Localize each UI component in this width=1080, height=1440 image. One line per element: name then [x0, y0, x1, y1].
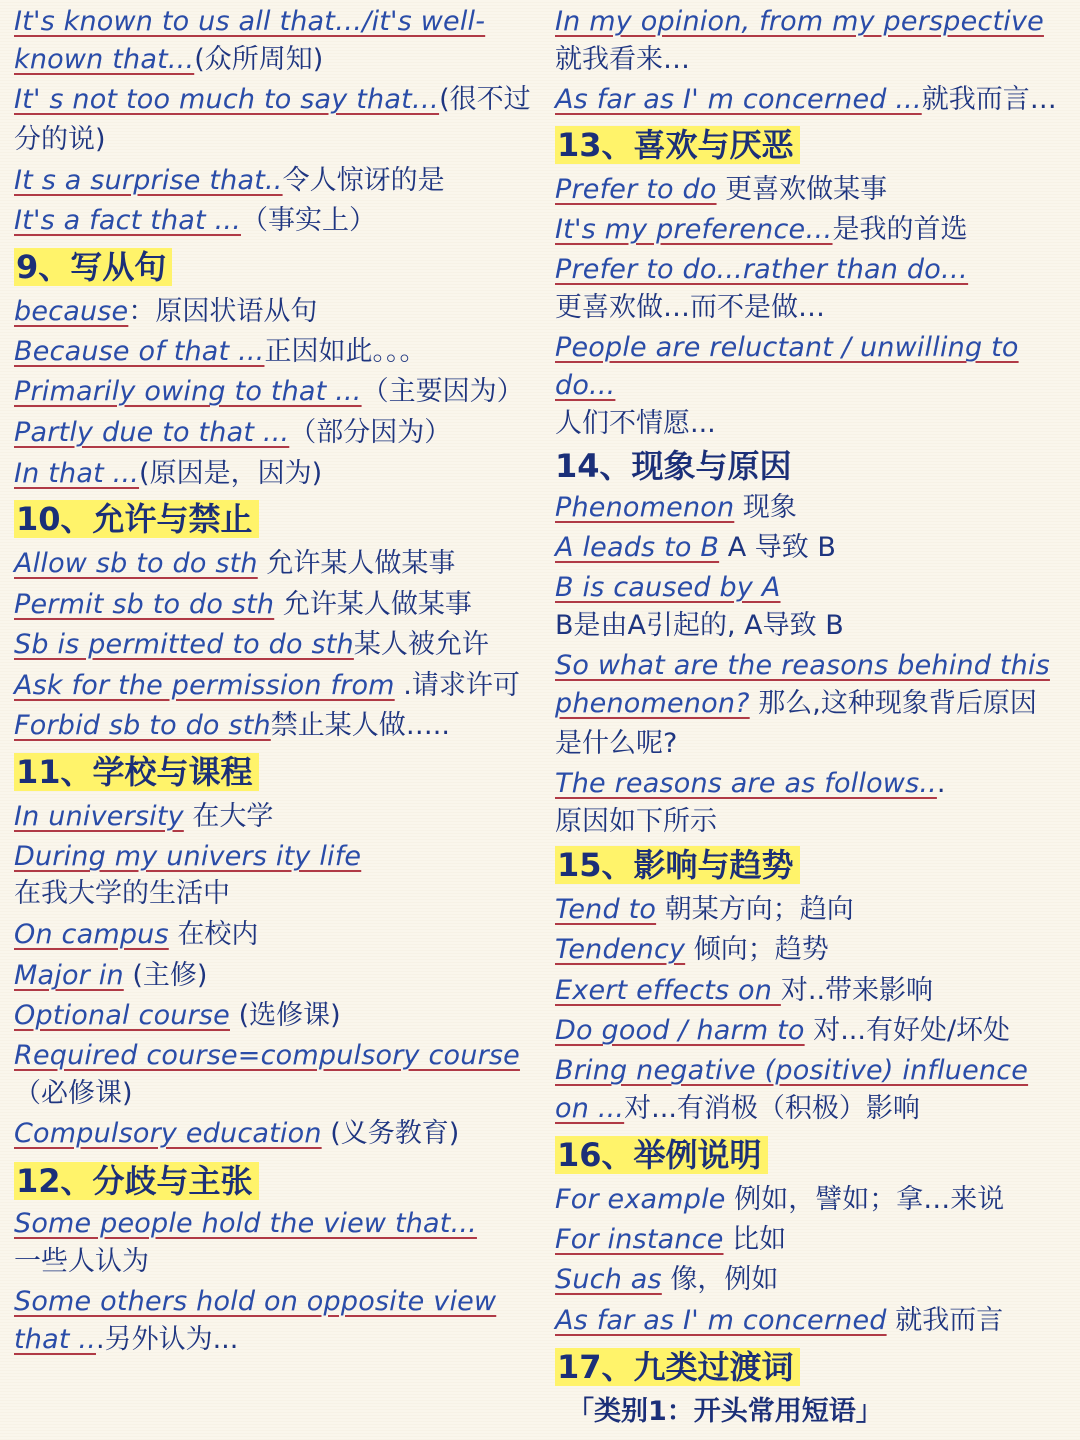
- section-heading: [555, 844, 800, 886]
- chinese-gloss: 比如: [723, 1224, 787, 1255]
- phrase-line: [14, 1244, 149, 1282]
- english-phrase: It' s not too much to say that…: [14, 84, 440, 115]
- phrase-line: [14, 1038, 520, 1076]
- chinese-gloss: 原因如下所示: [555, 806, 717, 837]
- category-label: 「类别1：开头常用短语」: [567, 1396, 883, 1427]
- phrase-line: [555, 368, 615, 406]
- chinese-gloss: 倾向；趋势: [685, 934, 829, 965]
- english-phrase: B is caused by A: [555, 572, 781, 603]
- english-phrase: Some people hold the view that...: [14, 1208, 477, 1239]
- phrase-line: [555, 1262, 778, 1300]
- phrase-line: [555, 1182, 1004, 1220]
- english-phrase: Phenomenon: [555, 492, 735, 523]
- phrase-line: [555, 330, 1019, 368]
- phrase-line: [14, 1076, 133, 1114]
- english-phrase: In that ...: [14, 458, 140, 489]
- english-phrase: Bring negative (positive) influence: [555, 1055, 1029, 1086]
- phrase-line: [14, 839, 361, 877]
- phrase-line: [555, 932, 829, 970]
- chinese-gloss: 正因如此。。。: [264, 336, 427, 367]
- phrase-line: [14, 958, 207, 996]
- phrase-line: [14, 708, 450, 746]
- english-phrase: Required course=compulsory course: [14, 1040, 520, 1071]
- phrase-line: [555, 172, 887, 210]
- english-phrase: Major in: [14, 960, 124, 991]
- phrase-line: [555, 530, 836, 568]
- phrase-line: [555, 290, 825, 328]
- phrase-line: [14, 415, 451, 453]
- chinese-gloss: 例如，譬如；拿…来说: [725, 1184, 1005, 1215]
- chinese-gloss: (原因是，因为): [139, 458, 323, 489]
- english-phrase: Permit sb to do sth: [14, 589, 275, 620]
- english-phrase: phenomenon?: [555, 688, 750, 719]
- phrase-line: [555, 42, 690, 80]
- english-phrase: During my univers ity life: [14, 841, 362, 872]
- phrase-line: [555, 1053, 1028, 1091]
- chinese-gloss: ：原因状语从句: [128, 296, 318, 327]
- section-heading: [555, 445, 792, 487]
- chinese-gloss: 更喜欢做…而不是做…: [555, 292, 825, 323]
- english-phrase: In university: [14, 801, 184, 832]
- chinese-gloss: 像，例如: [661, 1264, 779, 1295]
- chinese-gloss: 就我而言…: [921, 84, 1057, 115]
- chinese-gloss: 更喜欢做某事: [716, 174, 888, 205]
- phrase-line: [555, 490, 797, 528]
- heading-highlight: 16、举例说明: [555, 1136, 768, 1174]
- phrase-line: [14, 1116, 459, 1154]
- phrase-line: [555, 648, 1050, 686]
- english-phrase: Ask for the permission from: [14, 670, 395, 701]
- chinese-gloss: (选修课): [230, 1000, 341, 1031]
- chinese-gloss: 是什么呢?: [555, 728, 678, 759]
- phrase-line: [14, 4, 485, 42]
- phrase-line: [555, 726, 677, 764]
- phrase-line: [14, 334, 426, 372]
- chinese-gloss: 就我看来…: [555, 44, 690, 75]
- chinese-gloss: (众所周知): [194, 44, 324, 75]
- chinese-gloss: 现象: [734, 492, 797, 523]
- english-phrase: on ...: [555, 1093, 625, 1124]
- chinese-gloss: 一些人认为: [14, 1246, 149, 1277]
- english-phrase: As far as I' m concerned ...: [555, 84, 922, 115]
- english-phrase: A leads to B: [555, 532, 720, 563]
- english-phrase: For example: [555, 1184, 726, 1215]
- chinese-gloss: 对...有消极（积极）影响: [624, 1093, 920, 1124]
- phrase-line: [14, 668, 520, 706]
- section-heading: [14, 498, 259, 540]
- chinese-gloss: 分的说): [14, 124, 106, 155]
- english-phrase: Compulsory education: [14, 1118, 322, 1149]
- chinese-gloss: （事实上）: [240, 205, 376, 236]
- english-phrase: that ..: [14, 1324, 96, 1355]
- phrase-line: [555, 212, 968, 250]
- english-phrase: It s a surprise that..: [14, 165, 283, 196]
- section-heading: [555, 1346, 800, 1388]
- english-phrase: Sb is permitted to do sth: [14, 629, 354, 660]
- chinese-gloss: （主要因为）: [361, 376, 524, 407]
- chinese-gloss: A 导致 B: [719, 532, 836, 563]
- english-phrase: As far as I' m concerned: [555, 1305, 887, 1336]
- english-phrase: Exert effects on: [555, 975, 781, 1006]
- phrase-line: [555, 766, 946, 804]
- phrase-line: [14, 374, 524, 412]
- chinese-gloss: 就我而言: [886, 1305, 1004, 1336]
- english-phrase: Do good / harm to: [555, 1015, 805, 1046]
- phrase-line: [555, 1222, 786, 1260]
- heading-highlight: 9、写从句: [14, 248, 172, 286]
- phrase-line: [14, 203, 376, 241]
- heading-highlight: 17、九类过渡词: [555, 1348, 800, 1386]
- english-phrase: People are reluctant / unwilling to: [555, 332, 1019, 363]
- english-phrase: Primarily owing to that ...: [14, 376, 362, 407]
- english-phrase: Because of that ...: [14, 336, 265, 367]
- english-phrase: The reasons are as follows..: [555, 768, 937, 799]
- phrase-line: [555, 804, 717, 842]
- phrase-line: [14, 163, 445, 201]
- chinese-gloss: .另外认为...: [95, 1324, 239, 1355]
- english-phrase: On campus: [14, 919, 169, 950]
- english-phrase: Tend to: [555, 894, 657, 925]
- phrase-line: [14, 627, 489, 665]
- heading-highlight: 12、分歧与主张: [14, 1162, 259, 1200]
- english-phrase: So what are the reasons behind this: [555, 650, 1050, 681]
- english-phrase: Prefer to do...rather than do…: [555, 254, 969, 285]
- heading-highlight: 15、影响与趋势: [555, 846, 800, 884]
- section-heading: [14, 246, 172, 288]
- section-heading: [555, 124, 800, 166]
- chinese-gloss: 令人惊讶的是: [282, 165, 445, 196]
- section-heading: [14, 751, 259, 793]
- chinese-gloss: 某人被允许: [353, 629, 489, 660]
- phrase-line: [14, 456, 322, 494]
- chinese-gloss: .: [936, 768, 946, 799]
- english-phrase: For instance: [555, 1224, 724, 1255]
- chinese-gloss: 禁止某人做…..: [270, 710, 450, 741]
- chinese-gloss: B是由A引起的, A导致 B: [555, 610, 844, 641]
- category-line: [567, 1394, 883, 1432]
- phrase-line: [14, 122, 106, 160]
- heading-text: 14、现象与原因: [555, 447, 792, 485]
- chinese-gloss: .请求许可: [394, 670, 520, 701]
- english-phrase: Some others hold on opposite view: [14, 1286, 497, 1317]
- chinese-gloss: （必修课): [14, 1078, 133, 1109]
- phrase-line: [14, 82, 531, 120]
- phrase-line: [555, 608, 844, 646]
- chinese-gloss: （部分因为）: [289, 417, 452, 448]
- english-phrase: known that...: [14, 44, 195, 75]
- english-phrase: because: [14, 296, 129, 327]
- heading-highlight: 11、学校与课程: [14, 753, 259, 791]
- english-phrase: do...: [555, 370, 616, 401]
- phrase-line: [555, 686, 1037, 724]
- phrase-line: [555, 1303, 1003, 1341]
- english-phrase: Prefer to do: [555, 174, 717, 205]
- phrase-line: [555, 1091, 920, 1129]
- phrase-line: [14, 917, 258, 955]
- chinese-gloss: 允许某人做某事: [257, 548, 456, 579]
- phrase-line: [555, 4, 1044, 42]
- english-phrase: Optional course: [14, 1000, 230, 1031]
- chinese-gloss: 在校内: [168, 919, 259, 950]
- chinese-gloss: 允许某人做某事: [274, 589, 472, 620]
- phrase-line: [14, 587, 472, 625]
- chinese-gloss: 是我的首选: [832, 214, 968, 245]
- english-phrase: It's a fact that ...: [14, 205, 241, 236]
- phrase-line: [14, 1322, 238, 1360]
- chinese-gloss: 在大学: [183, 801, 274, 832]
- english-phrase: Allow sb to do sth: [14, 548, 258, 579]
- english-phrase: It's my preference…: [555, 214, 833, 245]
- phrase-line: [14, 546, 455, 584]
- english-phrase: Forbid sb to do sth: [14, 710, 271, 741]
- section-heading: [14, 1160, 259, 1202]
- phrase-line: [555, 82, 1057, 120]
- phrase-line: [555, 1013, 1010, 1051]
- english-phrase: Partly due to that ...: [14, 417, 290, 448]
- phrase-line: [14, 998, 341, 1036]
- chinese-gloss: 朝某方向；趋向: [656, 894, 854, 925]
- phrase-line: [14, 294, 317, 332]
- phrase-line: [555, 252, 968, 290]
- phrase-line: [555, 570, 781, 608]
- chinese-gloss: 对...有好处/坏处: [804, 1015, 1011, 1046]
- heading-highlight: 13、喜欢与厌恶: [555, 126, 800, 164]
- chinese-gloss: 在我大学的生活中: [14, 878, 230, 909]
- section-heading: [555, 1134, 768, 1176]
- phrase-line: [555, 406, 716, 444]
- phrase-line: [555, 973, 933, 1011]
- chinese-gloss: (主修): [123, 960, 208, 991]
- chinese-gloss: (义务教育): [321, 1118, 460, 1149]
- english-phrase: In my opinion, from my perspective: [555, 6, 1044, 37]
- heading-highlight: 10、允许与禁止: [14, 500, 259, 538]
- chinese-gloss: 人们不情愿...: [555, 408, 716, 439]
- chinese-gloss: 那么,这种现象背后原因: [749, 688, 1037, 719]
- english-phrase: Such as: [555, 1264, 662, 1295]
- phrase-line: [14, 1206, 477, 1244]
- english-phrase: It's known to us all that…/it's well-: [14, 6, 486, 37]
- english-phrase: Tendency: [555, 934, 686, 965]
- chinese-gloss: (很不过: [439, 84, 531, 115]
- phrase-line: [14, 799, 273, 837]
- phrase-line: [555, 892, 854, 930]
- phrase-line: [14, 42, 323, 80]
- phrase-line: [14, 1284, 496, 1322]
- phrase-line: [14, 876, 230, 914]
- chinese-gloss: 对..带来影响: [780, 975, 934, 1006]
